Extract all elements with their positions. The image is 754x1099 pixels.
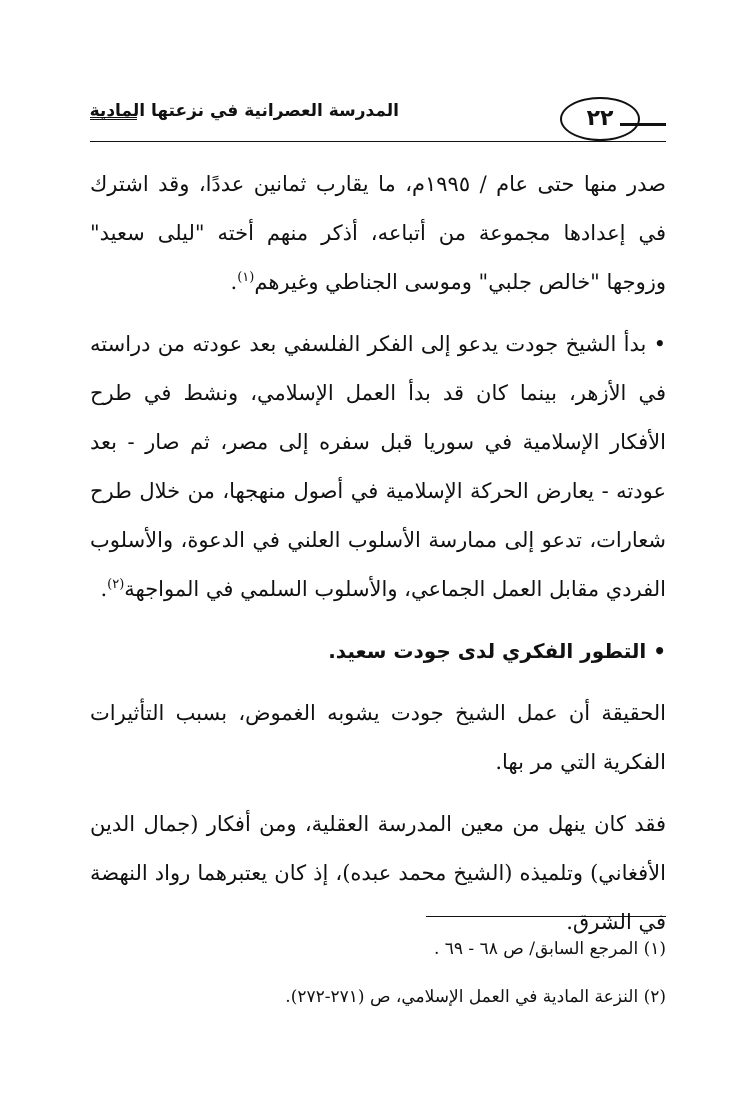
- body-text: [90, 160, 666, 947]
- paragraph-end: .: [230, 270, 238, 294]
- page-header: [0, 95, 754, 143]
- paragraph-text: • بدأ الشيخ جودت يدعو إلى الفكر الفلسفي بعد عودته من دراسته في الأزهر، بينما كان قد بدأ العمل الإسلامي، ونشط في طرح الأفكار الإسلامية في سوريا قبل سفره إلى مصر، ثم صار - بعد عودته - يعارض الحركة الإسلامية في أصول منهجها، من خلال طرح شعارات، تدعو إلى ممارسة الأسلوب العلني في الدعوة، والأسلوب الفردي مقابل العمل الجماعي، والأسلوب السلمي في المواجهة: [90, 332, 666, 601]
- section-heading: • التطور الفكري لدى جودت سعيد.: [328, 639, 666, 663]
- paragraph: [90, 160, 666, 307]
- paragraph-text: صدر منها حتى عام / ١٩٩٥م، ما يقارب ثمانين عددًا، وقد اشترك في إعدادها مجموعة من أتباعه، أذكر منهم أخته "ليلى سعيد" وزوجها "خالص جلبي" وموسى الجناطي وغيرهم: [90, 172, 666, 294]
- footnote-ref: (١): [237, 270, 255, 285]
- paragraph: [90, 320, 666, 614]
- header-rule: [90, 141, 666, 142]
- paragraph-end: .: [100, 577, 108, 601]
- footnote: (٢) النزعة المادية في العمل الإسلامي، ص (٢٧١-٢٧٢).: [285, 987, 666, 1007]
- footnote: (١) المرجع السابق/ ص ٦٨ - ٦٩ .: [433, 939, 666, 959]
- footnote-separator: [426, 916, 666, 917]
- running-title: المدرسة العصرانية في نزعتها المادية: [89, 101, 399, 121]
- paragraph: فقد كان ينهل من معين المدرسة العقلية، ومن أفكار (جمال الدين الأفغاني) وتلميذه (الشيخ محمد عبده)، إذ كان يعتبرهما رواد النهضة في الشرق.: [90, 812, 666, 934]
- page-number: ٢٢: [560, 97, 640, 141]
- paragraph: الحقيقة أن عمل الشيخ جودت يشوبه الغموض، بسبب التأثيرات الفكرية التي مر بها.: [90, 701, 666, 774]
- footnotes: [90, 925, 666, 1021]
- footnote-ref: (٢): [107, 577, 125, 592]
